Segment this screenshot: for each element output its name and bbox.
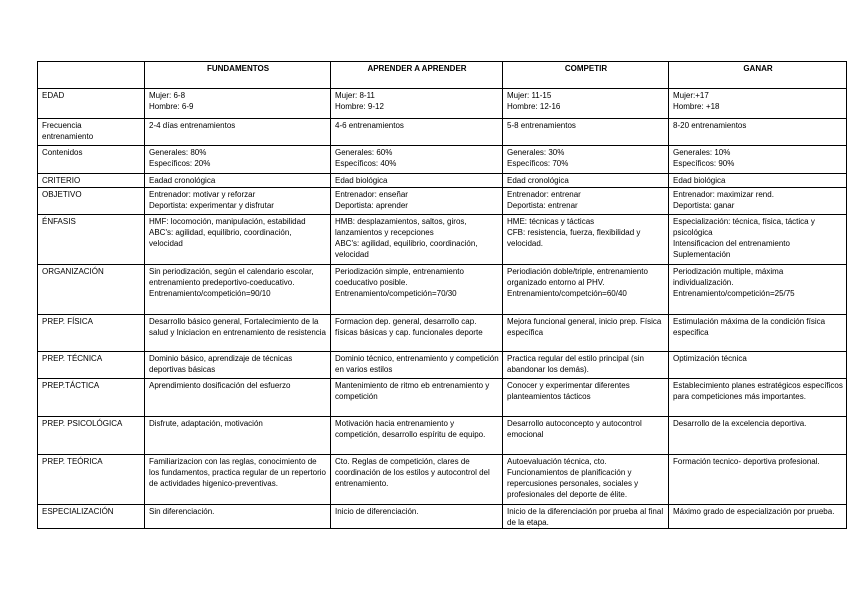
table-cell: Mujer: 6-8 Hombre: 6-9 [145,89,331,119]
row-header-cell: EDAD [38,89,145,119]
table-cell: Conocer y experimentar diferentes planteamientos tácticos [503,379,669,417]
table-cell: Optimización técnica [669,352,847,379]
table-row [38,119,847,146]
table-cell: 5-8 entrenamientos [503,119,669,146]
table-cell: Entrenador: entrenar Deportista: entrenar [503,188,669,215]
table-cell: Familiarizacion con las reglas, conocimiento de los fundamentos, practica regular de un repertorio de actividades higenico-preventivas. [145,455,331,505]
table-cell: Desarrollo básico general, Fortalecimiento de la salud y Iniciacion en entrenamiento de resistencia [145,315,331,352]
table-cell: Dominio básico, aprendizaje de técnicas deportivas básicas [145,352,331,379]
column-header-fundamentos: FUNDAMENTOS [145,62,331,89]
column-header-aprender-a-aprender: APRENDER A APRENDER [331,62,503,89]
row-header-cell: CRITERIO [38,174,145,188]
table-cell: Practica regular del estilo principal (sin abandonar los demás). [503,352,669,379]
table-cell: HME: técnicas y tácticas CFB: resistencia, fuerza, flexibilidad y velocidad. [503,215,669,265]
table-cell: Mujer: 11-15 Hombre: 12-16 [503,89,669,119]
table-cell: Generales: 80% Específicos: 20% [145,146,331,174]
row-header-cell: ESPECIALIZACIÓN [38,505,145,529]
table-row [38,215,847,265]
table-row [38,89,847,119]
row-header-cell: OBJETIVO [38,188,145,215]
row-header-cell: PREP. TÉCNICA [38,352,145,379]
table-cell: Inicio de la diferenciación por prueba al final de la etapa. [503,505,669,529]
header-corner-cell [38,62,145,89]
table-cell: Entrenador: enseñar Deportista: aprender [331,188,503,215]
row-header-cell: PREP. FÍSICA [38,315,145,352]
stages-comparison-table [37,61,847,529]
table-row [38,146,847,174]
table-cell: 2-4 días entrenamientos [145,119,331,146]
table-cell: Sin periodización, según el calendario escolar, entrenamiento predeportivo-coeducativo. Entrenamiento/competición=90/10 [145,265,331,315]
table-cell: Periodiación doble/triple, entrenamiento organizado entorno al PHV. Entrenamiento/competción=60/40 [503,265,669,315]
table-cell: Inicio de diferenciación. [331,505,503,529]
column-header-competir: COMPETIR [503,62,669,89]
table-cell: Motivación hacia entrenamiento y competición, desarrollo espíritu de equipo. [331,417,503,455]
table-cell: Edad biológica [331,174,503,188]
table-row [38,455,847,505]
table-cell: Cto. Reglas de competición, clares de coordinación de los estilos y autocontrol del entrenamiento. [331,455,503,505]
table-cell: Formación tecnico- deportiva profesional. [669,455,847,505]
row-header-cell: PREP.TÁCTICA [38,379,145,417]
table-cell: Autoevaluación técnica, cto. Funcionamientos de planificación y repercusiones personales, sociales y profesionales del deporte de élite. [503,455,669,505]
table-cell: Disfrute, adaptación, motivación [145,417,331,455]
table-row [38,315,847,352]
table-cell: Dominio técnico, entrenamiento y competición en varios estilos [331,352,503,379]
table-cell: Formacion dep. general, desarrollo cap. físicas básicas y cap. funcionales deporte [331,315,503,352]
column-header-ganar: GANAR [669,62,847,89]
table-cell: HMF: locomoción, manipulación, estabilidad ABC's: agilidad, equilibrio, coordinación, velocidad [145,215,331,265]
table-cell: Mujer:+17 Hombre: +18 [669,89,847,119]
table-cell: Generales: 60% Específicos: 40% [331,146,503,174]
row-header-cell: PREP. TEÓRICA [38,455,145,505]
row-header-cell: ORGANIZACIÓN [38,265,145,315]
table-cell: Mujer: 8-11 Hombre: 9-12 [331,89,503,119]
table-cell: HMB: desplazamientos, saltos, giros, lanzamientos y recepciones ABC's: agilidad, equilibrio, coordinación, velocidad [331,215,503,265]
table-row [38,352,847,379]
table-cell: Generales: 10% Específicos: 90% [669,146,847,174]
row-header-cell: Frecuencia entrenamiento [38,119,145,146]
row-header-cell: Contenidos [38,146,145,174]
table-row [38,174,847,188]
table-cell: 4-6 entrenamientos [331,119,503,146]
table-cell: Desarrollo de la excelencia deportiva. [669,417,847,455]
table-cell: Máximo grado de especialización por prueba. [669,505,847,529]
table-cell: Establecimiento planes estratégicos específicos para competiciones más importantes. [669,379,847,417]
table-cell: Aprendimiento dosificación del esfuerzo [145,379,331,417]
table-row [38,417,847,455]
table-row [38,188,847,215]
table-cell: Generales: 30% Específicos: 70% [503,146,669,174]
table-row [38,265,847,315]
table-cell: 8-20 entrenamientos [669,119,847,146]
table-row [38,505,847,529]
row-header-cell: PREP. PSICOLÓGICA [38,417,145,455]
table-cell: Periodización simple, entrenamiento coeducativo posible. Entrenamiento/competición=70/30 [331,265,503,315]
table-cell: Edad biológica [669,174,847,188]
table-cell: Periodización multiple, máxima individualización. Entrenamiento/competición=25/75 [669,265,847,315]
table-cell: Edad cronológica [503,174,669,188]
table-row [38,379,847,417]
table-cell: Estimulación máxima de la condición física especifica [669,315,847,352]
row-header-cell: ÉNFASIS [38,215,145,265]
table-header-row [38,62,847,89]
table-cell: Sin diferenciación. [145,505,331,529]
table-cell: Especialización: técnica, física, táctica y psicológica Intensificacion del entrenamiento Suplementación [669,215,847,265]
table-cell: Entrenador: maximizar rend. Deportista: ganar [669,188,847,215]
table-cell: Entrenador: motivar y reforzar Deportista: experimentar y disfrutar [145,188,331,215]
table-cell: Eadad cronológica [145,174,331,188]
table-cell: Mantenimiento de ritmo eb entrenamiento y competición [331,379,503,417]
table-cell: Mejora funcional general, inicio prep. Física específica [503,315,669,352]
table-cell: Desarrollo autoconcepto y autocontrol emocional [503,417,669,455]
